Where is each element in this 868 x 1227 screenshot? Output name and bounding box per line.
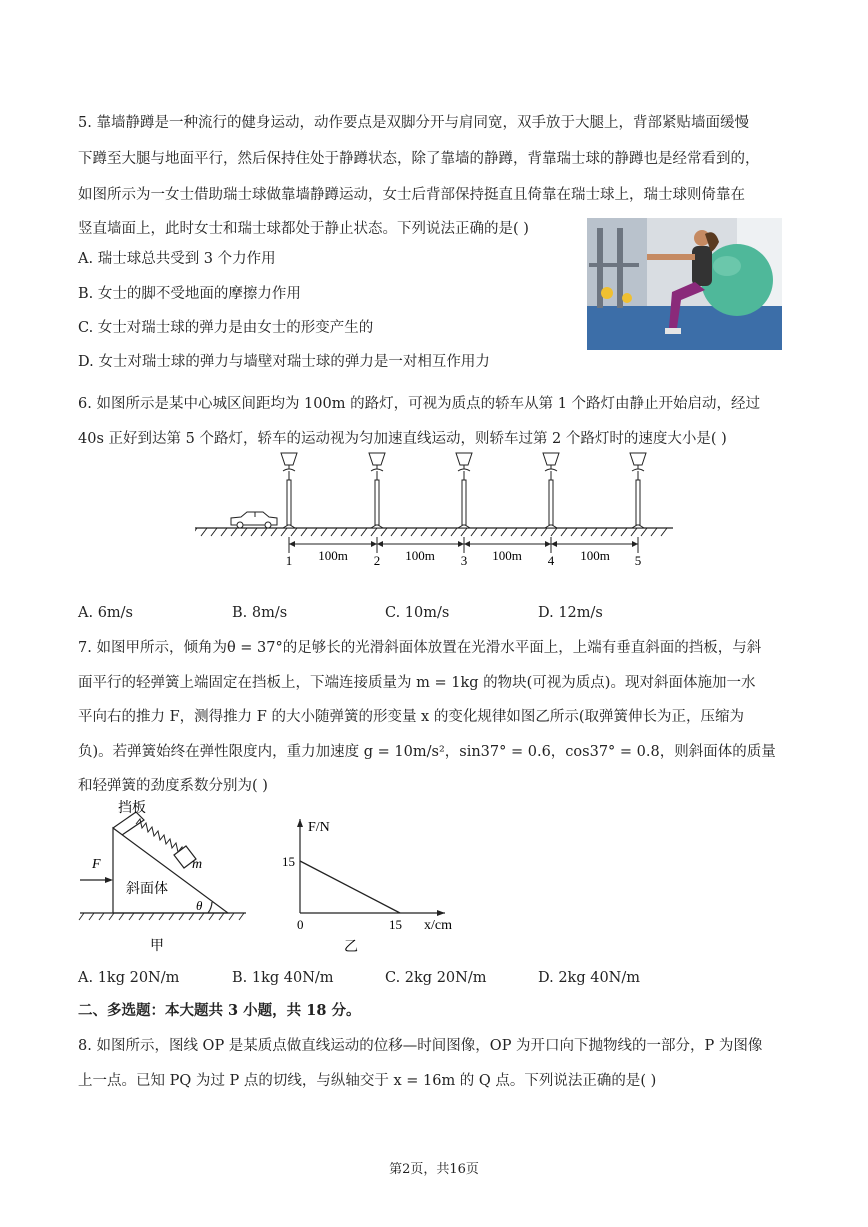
- force-displacement-line: [300, 861, 400, 913]
- q8-line-2: 上一点。已知 PQ 为过 P 点的切线，与纵轴交于 x = 16m 的 Q 点。下列说法正确的是( ): [78, 1073, 657, 1089]
- q7-line-4: 负)。若弹簧始终在弹性限度内，重力加速度 g = 10m/s²，sin37° = 0.6，cos37° = 0.8，则斜面体的质量: [78, 744, 776, 760]
- q5-line-2: 下蹲至大腿与地面平行，然后保持住处于静蹲状态，除了靠墙的静蹲，背靠瑞士球的静蹲也是经常看到的，: [78, 151, 760, 167]
- q7-option-b: B. 1kg 40N/m: [232, 970, 334, 986]
- gym-floor: [587, 306, 782, 350]
- q5-option-c: C. 女士对瑞士球的弹力是由女士的形变产生的: [78, 320, 374, 336]
- spacing-label-3: 100m: [492, 548, 522, 563]
- q5-option-d: D. 女士对瑞士球的弹力与墙壁对瑞士球的弹力是一对相互作用力: [78, 354, 490, 370]
- q7-option-d: D. 2kg 40N/m: [538, 970, 641, 986]
- car-icon: [231, 512, 277, 528]
- fig-a-caption: 甲: [150, 939, 164, 954]
- q7-line-3: 平向右的推力 F，测得推力 F 的大小随弹簧的形变量 x 的变化规律如图乙所示(取弹簧伸长为正，压缩为: [78, 709, 744, 725]
- streetlight-1: [281, 453, 297, 528]
- angle-label: θ: [196, 898, 203, 913]
- q6-line-1: 6. 如图所示是某中心城区间距均为 100m 的路灯，可视为质点的轿车从第 1 个路灯由静止开始启动，经过: [78, 396, 761, 412]
- lamp-number-2: 2: [373, 553, 381, 568]
- y-axis-label: F/N: [308, 820, 330, 835]
- q8-line-1: 8. 如图所示，图线 OP 是某质点做直线运动的位移—时间图像，OP 为开口向下抛物线的一部分，P 为图像: [78, 1038, 763, 1054]
- q6-option-a: A. 6m/s: [78, 605, 133, 621]
- q5-line-4: 竖直墙面上，此时女士和瑞士球都处于静止状态。下列说法正确的是( ): [78, 221, 529, 237]
- q7-graph: [280, 805, 470, 960]
- q5-line-3: 如图所示为一女士借助瑞士球做靠墙静蹲运动，女士后背部保持挺直且倚靠在瑞士球上，瑞士球则倚靠在: [78, 187, 745, 203]
- force-label: F: [92, 857, 101, 872]
- q6-line-2: 40s 正好到达第 5 个路灯，轿车的运动视为匀加速直线运动，则轿车过第 2 个路灯时的速度大小是( ): [78, 431, 727, 447]
- streetlight-5: [630, 453, 646, 528]
- lamp-number-4: 4: [547, 553, 555, 568]
- q5-swiss-ball-photo: [587, 218, 782, 350]
- baffle-label: 挡板: [118, 801, 146, 816]
- q7-line-1: 7. 如图甲所示，倾角为θ = 37°的足够长的光滑斜面体放置在光滑水平面上，上端有垂直斜面的挡板，与斜: [78, 640, 762, 656]
- q5-option-a: A. 瑞士球总共受到 3 个力作用: [78, 251, 276, 267]
- x-axis-label: x/cm: [424, 918, 452, 933]
- section-heading-multiple-choice: 二、多选题：本大题共 3 小题，共 18 分。: [78, 1002, 361, 1019]
- x-tick-label: 15: [389, 917, 402, 932]
- mass-label: m: [192, 857, 203, 872]
- q6-option-d: D. 12m/s: [538, 605, 603, 621]
- lamp-number-5: 5: [634, 553, 642, 568]
- origin-label: 0: [297, 917, 304, 932]
- incline-label: 斜面体: [126, 882, 168, 897]
- streetlight-2: [369, 453, 385, 528]
- q6-option-b: B. 8m/s: [232, 605, 288, 621]
- lamp-number-1: 1: [285, 553, 293, 568]
- spacing-label-1: 100m: [318, 548, 348, 563]
- q5-option-b: B. 女士的脚不受地面的摩擦力作用: [78, 286, 301, 302]
- q7-figure-incline: [78, 800, 258, 960]
- q5-line-1: 5. 靠墙静蹲是一种流行的健身运动，动作要点是双脚分开与肩同宽，双手放于大腿上，背部紧贴墙面缓慢: [78, 115, 749, 131]
- spacing-label-2: 100m: [405, 548, 435, 563]
- q7-option-a: A. 1kg 20N/m: [78, 970, 180, 986]
- q6-option-c: C. 10m/s: [385, 605, 450, 621]
- page-footer: 第2页，共16页: [389, 1162, 479, 1177]
- y-tick-label: 15: [282, 854, 295, 869]
- streetlight-4: [543, 453, 559, 528]
- streetlight-3: [456, 453, 472, 528]
- spacing-label-4: 100m: [580, 548, 610, 563]
- q7-line-5: 和轻弹簧的劲度系数分别为( ): [78, 778, 268, 794]
- fig-b-caption: 乙: [344, 940, 358, 955]
- lamp-number-3: 3: [460, 553, 468, 568]
- q7-option-c: C. 2kg 20N/m: [385, 970, 487, 986]
- q7-line-2: 面平行的轻弹簧上端固定在挡板上，下端连接质量为 m = 1kg 的物块(可视为质点)。现对斜面体施加一水: [78, 675, 756, 691]
- q6-streetlight-diagram: [195, 445, 675, 570]
